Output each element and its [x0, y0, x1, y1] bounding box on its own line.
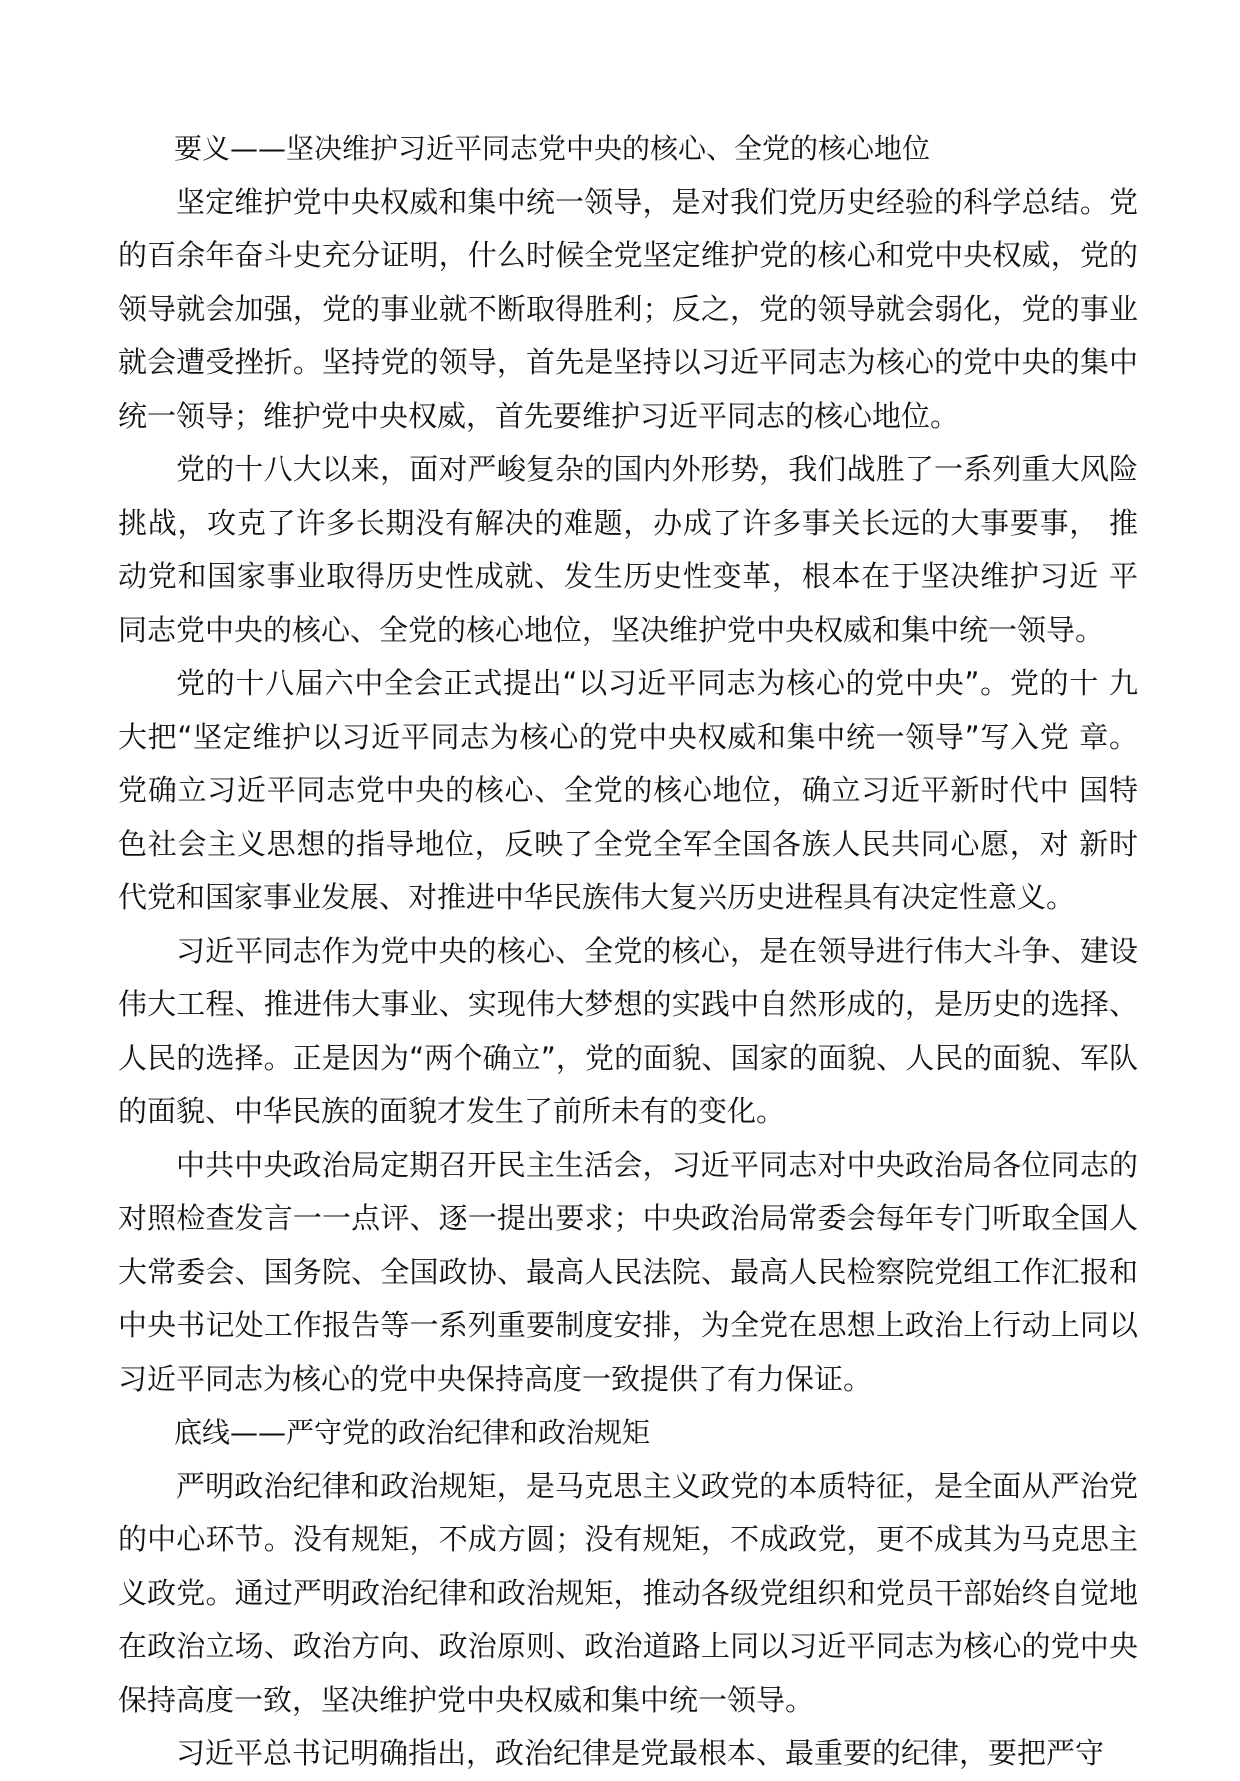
paragraph-since-18th-congress: 党的十八大以来，面对严峻复杂的国内外形势，我们战胜了一系列重大风险挑战，攻克了许多长期没有解决的难题，办成了许多事关长远的大事要事， 推动党和国家事业取得历史性成就、发生历史性变革，根本在于坚决维护习近 平同志党中央的核心、全党的核心地位，坚决维护党中央权威和集中统一领导。	[118, 452, 1138, 647]
paragraph-sixth-plenary: 党的十八届六中全会正式提出“以习近平同志为核心的党中央”。党的十 九大把“坚定维护以习近平同志为核心的党中央权威和集中统一领导”写入党 章。党确立习近平同志党中央的核心、全党的核心地位，确立习近平新时代中 国特色社会主义思想的指导地位，反映了全党全军全国各族人民共同心愿，对 新时代党和国家事业发展、对推进中华民族伟大复兴历史进程具有决定性意义。	[118, 666, 1138, 914]
paragraph-historical-experience: 坚定维护党中央权威和集中统一领导，是对我们党历史经验的科学总结。党的百余年奋斗史充分证明，什么时候全党坚定维护党的核心和党中央权威，党的领导就会加强，党的事业就不断取得胜利；反之，党的领导就会弱化，党的事业就会遭受挫折。坚持党的领导，首先是坚持以习近平同志为核心的党中央的集中统一领导；维护党中央权威，首先要维护习近平同志的核心地位。	[118, 184, 1138, 433]
document-body	[118, 122, 1138, 1781]
section-heading-core-position: 要义——坚决维护习近平同志党中央的核心、全党的核心地位	[174, 132, 931, 165]
paragraph-political-discipline-statement: 习近平总书记明确指出，政治纪律是党最根本、最重要的纪律，要把严守	[176, 1736, 1105, 1770]
paragraph-political-rules: 严明政治纪律和政治规矩，是马克思主义政党的本质特征，是全面从严治党的中心环节。没有规矩，不成方圆；没有规矩，不成政党，更不成其为马克思主义政党。通过严明政治纪律和政治规矩，推动各级党组织和党员干部始终自觉地在政治立场、政治方向、政治原则、政治道路上同以习近平同志为核心的党中央保持高度一致，坚决维护党中央权威和集中统一领导。	[118, 1468, 1138, 1717]
paragraph-core-formation: 习近平同志作为党中央的核心、全党的核心，是在领导进行伟大斗争、建设伟大工程、推进伟大事业、实现伟大梦想的实践中自然形成的，是历史的选择、人民的选择。正是因为“两个确立”，党的面貌、国家的面貌、人民的面貌、军队的面貌、中华民族的面貌才发生了前所未有的变化。	[118, 933, 1138, 1128]
paragraph-democratic-life-meeting: 中共中央政治局定期召开民主生活会，习近平同志对中央政治局各位同志的对照检查发言一一点评、逐一提出要求；中央政治局常委会每年专门听取全国人大常委会、国务院、全国政协、最高人民法院、最高人民检察院党组工作汇报和中央书记处工作报告等一系列重要制度安排，为全党在思想上政治上行动上同以习近平同志为核心的党中央保持高度一致提供了有力保证。	[118, 1147, 1138, 1396]
section-heading-political-discipline: 底线——严守党的政治纪律和政治规矩	[174, 1416, 651, 1449]
